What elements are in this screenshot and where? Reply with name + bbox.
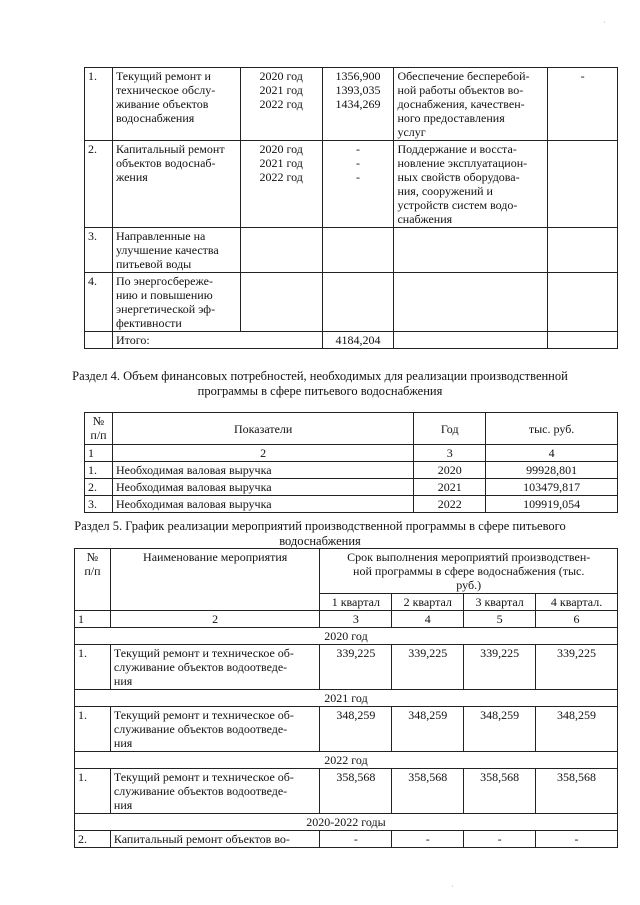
measure-name: По энергосбереже- нию и повышению энергетической эф- фективности xyxy=(112,273,240,332)
year-group-label: 2022 год xyxy=(75,752,618,769)
table-row xyxy=(85,462,618,479)
table-row xyxy=(85,479,618,496)
column-header-indicators: Показатели xyxy=(112,413,413,445)
row-number: 3. xyxy=(85,228,113,273)
quarter-value: 339,225 xyxy=(536,645,618,690)
index-cell: 6 xyxy=(536,611,618,628)
measure-extra: - xyxy=(548,68,618,141)
measure-amounts: - - - xyxy=(322,141,394,228)
index-cell: 5 xyxy=(464,611,536,628)
indicator-year: 2022 xyxy=(414,496,486,513)
measure-name: Текущий ремонт и техническое об- служивание объектов водоотведе- ния xyxy=(110,707,319,752)
row-number: 1. xyxy=(75,645,111,690)
column-header-amount: тыс. руб. xyxy=(486,413,618,445)
year-group-row xyxy=(75,814,618,831)
index-cell: 3 xyxy=(414,445,486,462)
measure-amounts xyxy=(322,273,394,332)
measure-amounts: 1356,900 1393,035 1434,269 xyxy=(322,68,394,141)
index-row xyxy=(85,445,618,462)
year-group-row xyxy=(75,628,618,645)
year-group-label: 2021 год xyxy=(75,690,618,707)
measure-effect xyxy=(394,273,548,332)
quarter-value: 348,259 xyxy=(392,707,464,752)
table-header-row xyxy=(75,549,618,594)
measure-extra xyxy=(548,228,618,273)
total-row xyxy=(85,332,618,349)
table-row xyxy=(75,831,618,848)
index-cell: 2 xyxy=(112,445,413,462)
schedule-table xyxy=(74,548,618,848)
indicator-year: 2021 xyxy=(414,479,486,496)
indicator-year: 2020 xyxy=(414,462,486,479)
table-row xyxy=(85,141,618,228)
quarter-value: 339,225 xyxy=(320,645,392,690)
quarter-header: 2 квартал xyxy=(392,594,464,611)
column-header-num: № п/п xyxy=(75,549,111,611)
quarter-value: 358,568 xyxy=(392,769,464,814)
row-number: 1. xyxy=(75,707,111,752)
column-header-num: № п/п xyxy=(85,413,113,445)
total-value: 4184,204 xyxy=(322,332,394,349)
quarter-value: 358,568 xyxy=(464,769,536,814)
index-row xyxy=(75,611,618,628)
total-label: Итого: xyxy=(112,332,322,349)
table-header-row xyxy=(85,413,618,445)
row-number: 1. xyxy=(85,68,113,141)
index-cell: 2 xyxy=(110,611,319,628)
quarter-value: 348,259 xyxy=(320,707,392,752)
index-cell: 4 xyxy=(392,611,464,628)
quarter-value: 358,568 xyxy=(320,769,392,814)
quarter-value: 339,225 xyxy=(392,645,464,690)
index-cell: 4 xyxy=(486,445,618,462)
measure-effect: Поддержание и восста- новление эксплуатацион- ных свойств оборудова- ния, сооружений и устройств систем водо- снабжения xyxy=(394,141,548,228)
row-number: 4. xyxy=(85,273,113,332)
year-group-row xyxy=(75,690,618,707)
table-row xyxy=(85,496,618,513)
section4-heading: Раздел 4. Объем финансовых потребностей, необходимых для реализации производственной программы в сфере питьевого водоснабжения xyxy=(72,369,568,398)
measure-amounts xyxy=(322,228,394,273)
column-header-period: Срок выполнения мероприятий производствен- ной программы в сфере водоснабжения (тыс. руб.) xyxy=(320,549,618,594)
measure-name: Капитальный ремонт объектов водоснаб- жения xyxy=(112,141,240,228)
row-number: 1. xyxy=(75,769,111,814)
total-empty-cell xyxy=(85,332,113,349)
table-row xyxy=(85,273,618,332)
row-number: 2. xyxy=(85,479,113,496)
column-header-year: Год xyxy=(414,413,486,445)
quarter-value: - xyxy=(536,831,618,848)
index-cell: 1 xyxy=(75,611,111,628)
indicator-value: 99928,801 xyxy=(486,462,618,479)
indicator-name: Необходимая валовая выручка xyxy=(112,462,413,479)
column-header-name: Наименование мероприятия xyxy=(110,549,319,611)
scan-speck: · xyxy=(451,882,454,891)
indicator-name: Необходимая валовая выручка xyxy=(112,479,413,496)
measure-name: Текущий ремонт и техническое об- служивание объектов водоотведе- ния xyxy=(110,769,319,814)
row-number: 2. xyxy=(75,831,111,848)
measure-years xyxy=(240,228,322,273)
quarter-header: 1 квартал xyxy=(320,594,392,611)
table-row xyxy=(75,769,618,814)
quarter-value: 358,568 xyxy=(536,769,618,814)
quarter-value: - xyxy=(392,831,464,848)
quarter-header: 3 квартал xyxy=(464,594,536,611)
row-number: 1. xyxy=(85,462,113,479)
quarter-value: 339,225 xyxy=(464,645,536,690)
measure-extra xyxy=(548,273,618,332)
year-group-label: 2020 год xyxy=(75,628,618,645)
index-cell: 1 xyxy=(85,445,113,462)
quarter-header: 4 квартал. xyxy=(536,594,618,611)
total-empty-cell xyxy=(394,332,548,349)
measure-name: Направленные на улучшение качества питьевой воды xyxy=(112,228,240,273)
indicator-name: Необходимая валовая выручка xyxy=(112,496,413,513)
measure-name: Текущий ремонт и техническое обслу- живание объектов водоснабжения xyxy=(112,68,240,141)
measure-extra xyxy=(548,141,618,228)
table-row xyxy=(85,68,618,141)
indicator-value: 109919,054 xyxy=(486,496,618,513)
measures-table xyxy=(84,67,618,349)
measure-years: 2020 год 2021 год 2022 год xyxy=(240,141,322,228)
scan-speck: · xyxy=(603,18,606,27)
financial-needs-table xyxy=(84,412,618,513)
table-row xyxy=(85,228,618,273)
measure-effect: Обеспечение бесперебой- ной работы объектов во- доснабжения, качествен- ного предоставления услуг xyxy=(394,68,548,141)
quarter-value: 348,259 xyxy=(464,707,536,752)
total-empty-cell xyxy=(548,332,618,349)
indicator-value: 103479,817 xyxy=(486,479,618,496)
section5-heading: Раздел 5. График реализации мероприятий производственной программы в сфере питьевого водоснабжения xyxy=(74,519,566,548)
index-cell: 3 xyxy=(320,611,392,628)
measure-name: Капитальный ремонт объектов во- xyxy=(110,831,319,848)
table-row xyxy=(75,645,618,690)
quarter-value: - xyxy=(464,831,536,848)
row-number: 2. xyxy=(85,141,113,228)
row-number: 3. xyxy=(85,496,113,513)
year-group-row xyxy=(75,752,618,769)
quarter-value: - xyxy=(320,831,392,848)
measure-name: Текущий ремонт и техническое об- служивание объектов водоотведе- ния xyxy=(110,645,319,690)
quarter-value: 348,259 xyxy=(536,707,618,752)
measure-effect xyxy=(394,228,548,273)
table-row xyxy=(75,707,618,752)
year-group-label: 2020-2022 годы xyxy=(75,814,618,831)
measure-years xyxy=(240,273,322,332)
measure-years: 2020 год 2021 год 2022 год xyxy=(240,68,322,141)
